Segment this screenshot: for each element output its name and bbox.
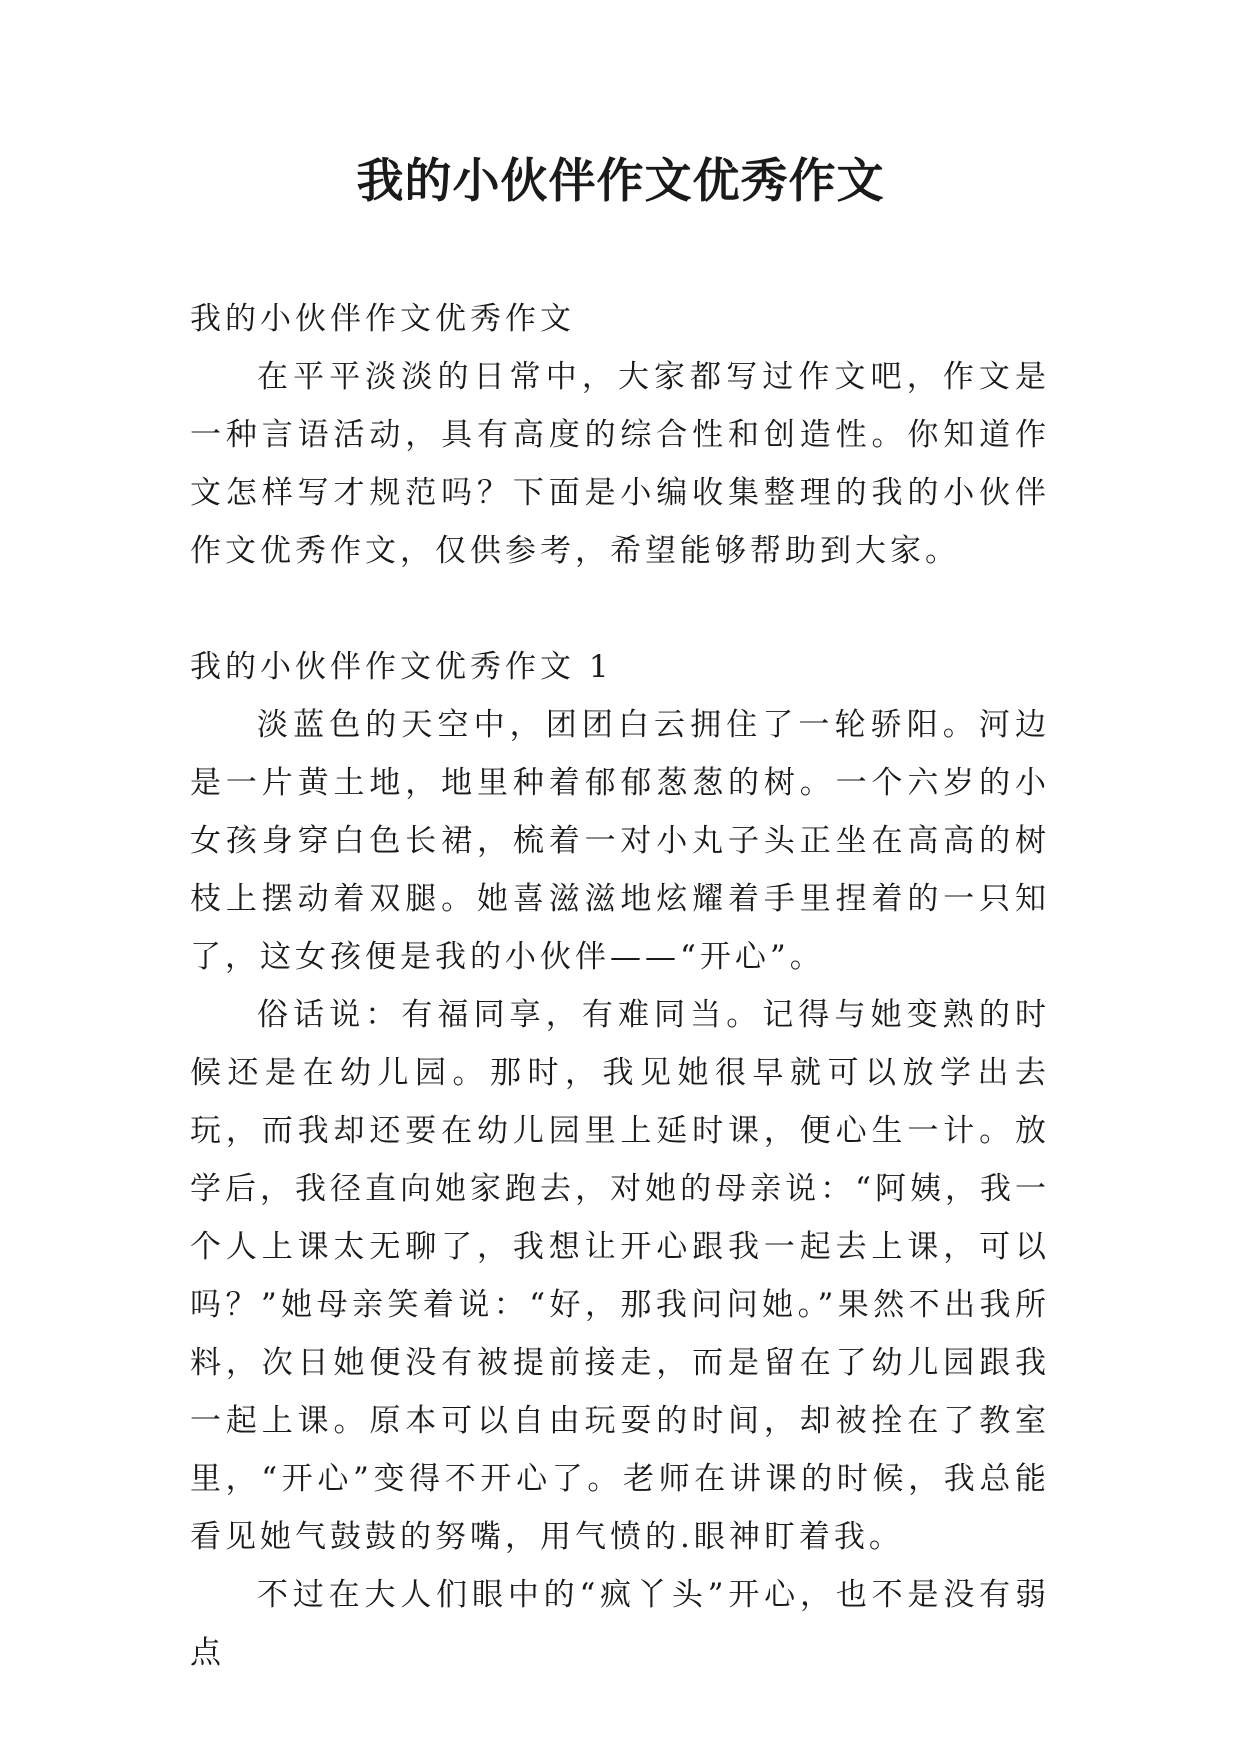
essay-paragraph: 俗话说：有福同享，有难同当。记得与她变熟的时候还是在幼儿园。那时，我见她很早就可以放学出去玩，而我却还要在幼儿园里上延时课，便心生一计。放学后，我径直向她家跑去，对她的母亲说：“阿姨，我一个人上课太无聊了，我想让开心跟我一起去上课，可以吗？”她母亲笑着说：“好，那我问问她。”果然不出我所料，次日她便没有被提前接走，而是留在了幼儿园跟我一起上课。原本可以自由玩耍的时间，却被拴在了教室里，“开心”变得不开心了。老师在讲课的时候，我总能看见她气鼓鼓的努嘴，用气愤的.眼神盯着我。 (190, 997, 1050, 1555)
intro-heading: 我的小伙伴作文优秀作文 (190, 301, 575, 337)
section-spacer (190, 580, 1050, 638)
intro-paragraph: 在平平淡淡的日常中，大家都写过作文吧，作文是一种言语活动，具有高度的综合性和创造性。你知道作文怎样写才规范吗？下面是小编收集整理的我的小伙伴作文优秀作文，仅供参考，希望能够帮助到大家。 (190, 359, 1050, 569)
essay-paragraph: 不过在大人们眼中的“疯丫头”开心，也不是没有弱点 (190, 1577, 1050, 1671)
essay-paragraph: 淡蓝色的天空中，团团白云拥住了一轮骄阳。河边是一片黄土地，地里种着郁郁葱葱的树。一个六岁的小女孩身穿白色长裙，梳着一对小丸子头正坐在高高的树枝上摆动着双腿。她喜滋滋地炫耀着手里捏着的一只知了，这女孩便是我的小伙伴——“开心”。 (190, 707, 1050, 975)
document-title: 我的小伙伴作文优秀作文 (356, 154, 885, 209)
essay-heading: 我的小伙伴作文优秀作文 1 (190, 649, 613, 685)
document-body (190, 290, 1050, 1682)
